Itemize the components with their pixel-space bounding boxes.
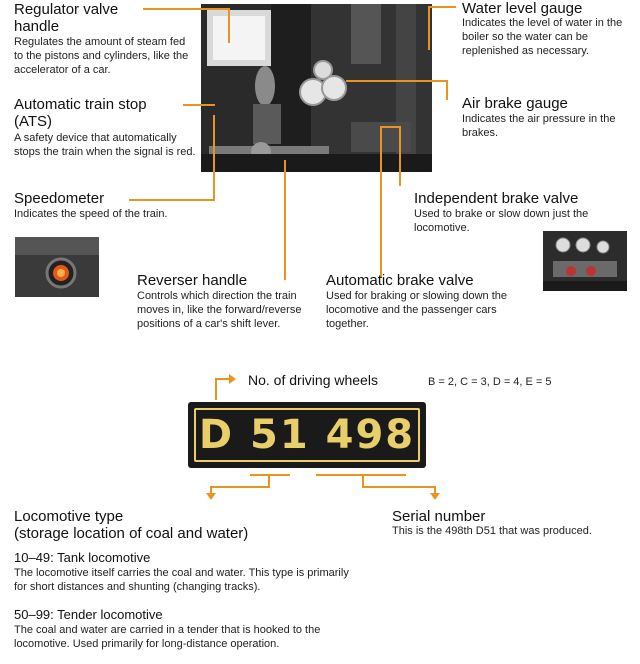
serial-underline [316,474,406,476]
indep-brake-connector [380,126,400,128]
serial-arrow-icon [430,493,440,500]
air-brake-connector-drop [446,80,448,100]
indep-brake-title: Independent brake valve [414,190,579,207]
tender-desc: The coal and water are carried in a tender that is hooked to the locomotive. Used primarily for long-distance operation. [14,624,321,650]
speedometer-photo [15,237,99,297]
regulator-connector-drop [228,8,230,43]
air-brake-title: Air brake gauge [462,95,568,112]
speedometer-title: Speedometer [14,190,105,207]
water-level-connector [428,6,456,8]
ats-title: Automatic train stop (ATS) [14,96,147,130]
tender-title: 50–99: Tender locomotive [14,607,163,622]
wheels-arrow-icon [229,374,236,384]
water-level-connector-drop [428,6,430,50]
speedometer-desc: Indicates the speed of the train. [14,208,168,220]
air-brake-connector [346,80,446,82]
reverser-title: Reverser handle [137,272,248,289]
auto-brake-desc: Used for braking or slowing down the locomotive and the passenger cars together. [326,290,507,330]
wheels-legend: B = 2, C = 3, D = 4, E = 5 [428,376,552,388]
type-connector-h [210,486,270,488]
auto-brake-connector [380,128,382,278]
number-plate-border [194,408,420,462]
serial-title: Serial number [392,508,486,525]
brake-valve-photo [543,231,627,291]
water-level-title: Water level gauge [462,0,583,17]
indep-brake-desc: Used to brake or slow down just the locomotive. [414,208,589,234]
speedometer-connector-rise [213,115,215,201]
cab-photo [201,4,432,172]
number-plate [188,402,426,468]
tank-desc: The locomotive itself carries the coal and water. This type is primarily for short distances and shunting (changing tracks). [14,567,349,593]
air-brake-desc: Indicates the air pressure in the brakes. [462,113,616,139]
regulator-title: Regulator valve handle [14,1,119,35]
auto-brake-title: Automatic brake valve [326,272,474,289]
type-connector-v [268,476,270,486]
reverser-desc: Controls which direction the train moves in, like the forward/reverse positions of a car's shift lever. [137,290,302,330]
serial-connector-v [362,476,364,486]
ats-desc: A safety device that automatically stops the train when the signal is red. [14,132,196,158]
regulator-connector [143,8,229,10]
indep-brake-connector-drop [399,126,401,186]
speedometer-connector [129,199,214,201]
type-underline [250,474,290,476]
water-level-desc: Indicates the level of water in the boiler so the water can be replenished as necessary. [462,17,623,57]
regulator-desc: Regulates the amount of steam fed to the pistons and cylinders, like the accelerator of a car. [14,36,189,76]
type-arrow-icon [206,493,216,500]
loco-type-title: Locomotive type [14,508,124,525]
reverser-connector [284,160,286,280]
number-plate-text: D 51 498 [198,412,416,458]
wheels-bracket-v [215,378,217,400]
ats-connector [183,104,215,106]
tank-title: 10–49: Tank locomotive [14,550,151,565]
serial-desc: This is the 498th D51 that was produced. [392,525,592,537]
wheels-title: No. of driving wheels [248,372,378,388]
serial-connector-h [362,486,436,488]
loco-type-subtitle: (storage location of coal and water) [14,525,249,542]
wheels-bracket-h [215,378,230,380]
